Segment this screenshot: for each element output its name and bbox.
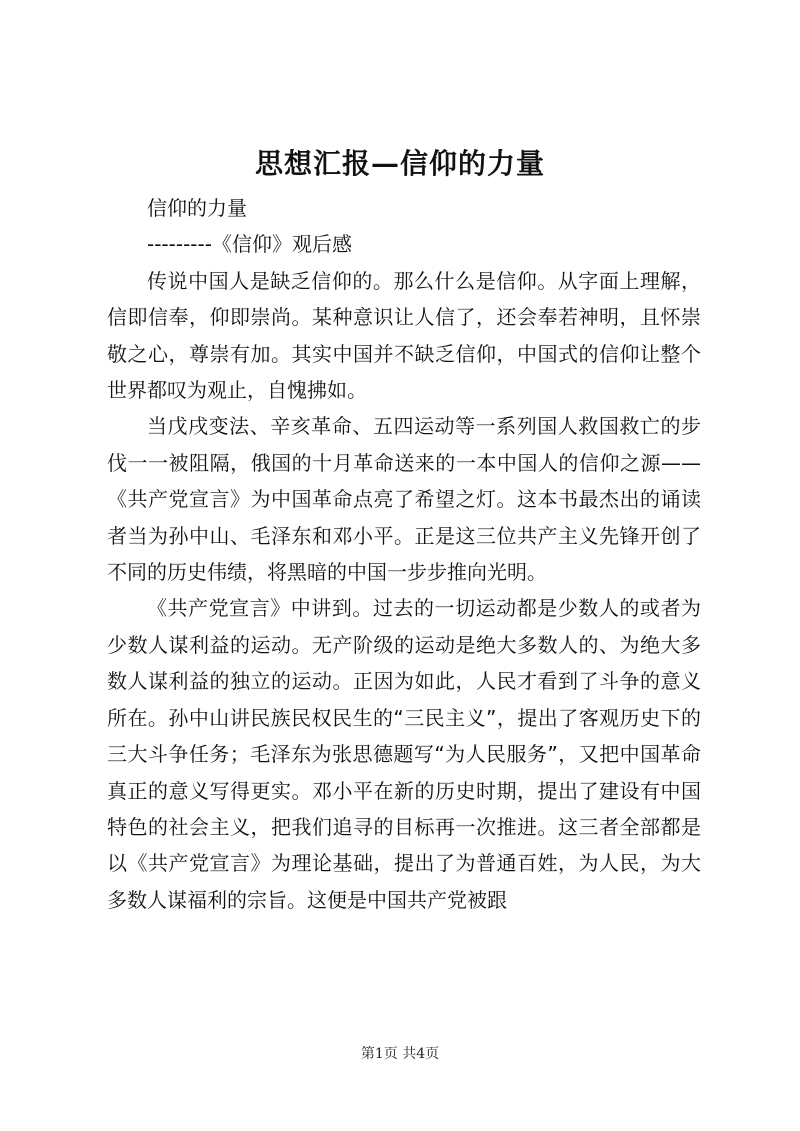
paragraph-1: 传说中国人是缺乏信仰的。那么什么是信仰。从字面上理解，信即信奉，仰即崇尚。某种意识让人信了，还会奉若神明，且怀崇敬之心，尊崇有加。其实中国并不缺乏信仰，中国式的信仰让整个世界都叹为观止，自愧拂如。 <box>107 268 701 403</box>
paragraph-3: 《共产党宣言》中讲到。过去的一切运动都是少数人的或者为少数人谋利益的运动。无产阶级的运动是绝大多数人的、为绝大多数人谋利益的独立的运动。正因为如此，人民才看到了斗争的意义所在。孙中山讲民族民权民生的“三民主义”，提出了客观历史下的三大斗争任务；毛泽东为张思德题写“为人民服务”，又把中国革命真正的意义写得更实。邓小平在新的历史时期，提出了建设有中国特色的社会主义，把我们追寻的目标再一次推进。这三者全部都是以《共产党宣言》为理论基础，提出了为普通百姓，为人民，为大多数人谋福利的宗旨。这便是中国共产党被跟 <box>107 596 701 912</box>
paragraph-subtitle: 信仰的力量 <box>147 196 247 220</box>
page-number-footer: 第1页 共4页 <box>360 1046 440 1062</box>
paragraph-review-line: ---------《信仰》观后感 <box>147 232 352 257</box>
document-title: 思想汇报—信仰的力量 <box>254 147 545 180</box>
paragraph-2: 当戊戌变法、辛亥革命、五四运动等一系列国人救国救亡的步伐一一被阻隔，俄国的十月革命送来的一本中国人的信仰之源——《共产党宣言》为中国革命点亮了希望之灯。这本书最杰出的诵读者当为孙中山、毛泽东和邓小平。正是这三位共产主义先锋开创了不同的历史伟绩，将黑暗的中国一步步推向光明。 <box>107 414 701 585</box>
document-body <box>107 190 701 918</box>
